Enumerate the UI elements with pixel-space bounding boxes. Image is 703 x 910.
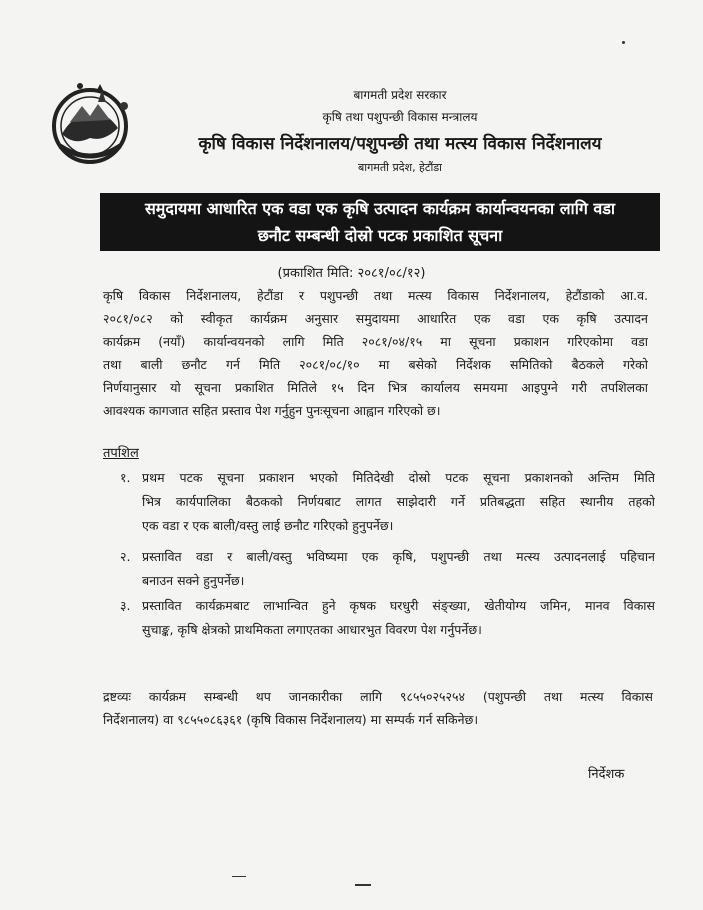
list-item-line: प्रस्तावित कार्यक्रमबाट लाभान्वित हुने कृषक घरधुरी संङ्ख्या, खेतीयोग्य जमिन, मानव विकास — [142, 598, 655, 613]
contact-note — [103, 685, 653, 731]
nepal-government-emblem-icon — [40, 76, 140, 168]
scan-speck — [622, 41, 625, 44]
list-item-line: एक वडा र एक बाली/वस्तु लाई छनौट गरिएको हुनुपर्नेछ। — [142, 518, 394, 533]
list-item-number: ३. — [120, 598, 131, 613]
body-line: तथा बाली छनौट गर्न मिति २०८१/०८/१० मा बसेको निर्देशक समितिको बैठकले गरेको — [103, 357, 648, 372]
body-line: निर्णयानुसार यो सूचना प्रकाशित मितिले १५ दिन भित्र कार्यालय समयमा आइपुग्ने गरी तपशिलका — [103, 380, 648, 395]
scan-speck — [355, 884, 371, 886]
list-item-number: २. — [120, 549, 131, 564]
ministry-title: कृषि तथा पशुपन्छी विकास मन्त्रालय — [322, 110, 478, 124]
office-location: बागमती प्रदेश, हेटौंडा — [357, 161, 443, 174]
list-item-line: बनाउन सक्ने हुनुपर्नेछ। — [142, 573, 245, 588]
body-line: आवश्यक कागजात सहित प्रस्ताव पेश गर्नुहुन पुनःसूचना आह्वान गरिएको छ। — [103, 403, 441, 418]
body-line: कार्यक्रम (नयाँ) कार्यान्वयनको लागि मिति २०८१/०४/१५ मा सूचना प्रकाशन गरिएकोमा वडा — [103, 334, 648, 349]
list-item-line: सुचाङ्क, कृषि क्षेत्रको प्राथमिकता लगाएतका आधारभुत विवरण पेश गर्नुपर्नेछ। — [142, 622, 482, 637]
list-item-text — [142, 466, 655, 538]
section-title: तपशिल — [103, 446, 139, 461]
note-line: निर्देशनालय) वा ९८५५०८६३६१ (कृषि विकास निर्देशनालय) मा सम्पर्क गर्न सकिनेछ। — [103, 712, 479, 727]
list-item-line: प्रथम पटक सूचना प्रकाशन भएको मितिदेखी दोस्रो पटक सूचना प्रकाशनको अन्तिम मिति — [142, 470, 655, 485]
list-item-line: भित्र कार्यपालिका बैठकको निर्णयबाट लागत साझेदारी गर्ने प्रतिबद्धता सहित स्थानीय तहको — [142, 494, 655, 509]
notice-title-line-2: छनौट सम्बन्धी दोस्रो पटक प्रकाशित सूचना — [257, 226, 503, 245]
province-government-title: बागमती प्रदेश सरकार — [353, 88, 447, 102]
directorate-title: कृषि विकास निर्देशनालय/पशुपन्छी तथा मत्स्य विकास निर्देशनालय — [198, 134, 602, 154]
scan-speck — [232, 876, 246, 877]
note-line: द्रष्टव्यः कार्यक्रम सम्बन्धी थप जानकारीका लागि ९८५५०२५२५४ (पशुपन्छी तथा मत्स्य विकास — [103, 689, 653, 704]
list-item-number: १. — [120, 470, 131, 485]
body-line: २०८१/०८२ को स्वीकृत कार्यक्रम अनुसार समुदायमा आधारित एक वडा एक कृषि उत्पादन — [103, 311, 648, 326]
notice-title-banner — [100, 193, 660, 251]
list-item-line: प्रस्तावित वडा र बाली/वस्तु भविष्यमा एक कृषि, पशुपन्छी तथा मत्स्य उत्पादनलाई पहिचान — [142, 549, 655, 564]
body-paragraph — [103, 284, 648, 422]
list-item-text — [142, 594, 655, 642]
notice-title-line-1: समुदायमा आधारित एक वडा एक कृषि उत्पादन कार्यक्रम कार्यान्वयनका लागि वडा — [144, 199, 616, 218]
body-line: कृषि विकास निर्देशनालय, हेटौंडा र पशुपन्छी तथा मत्स्य विकास निर्देशनालय, हेटौंडाको आ.व. — [103, 288, 648, 303]
published-date: (प्रकाशित मिति: २०८१/०८/१२) — [277, 266, 426, 281]
signature-designation: निर्देशक — [588, 767, 625, 782]
list-item-text — [142, 545, 655, 593]
